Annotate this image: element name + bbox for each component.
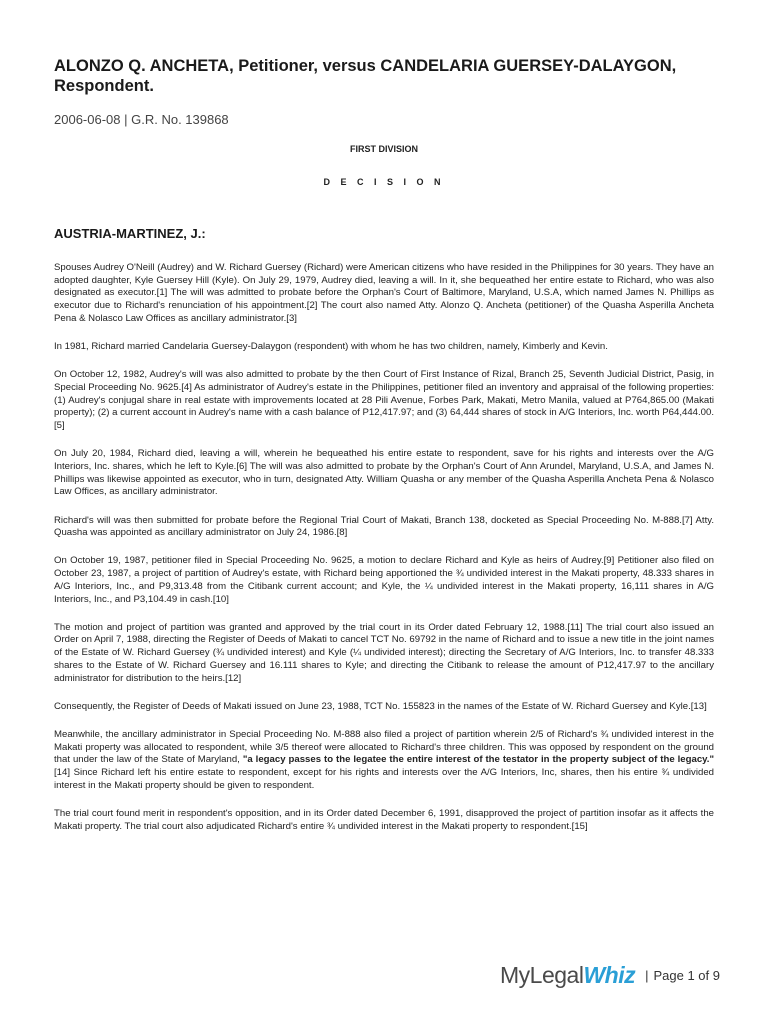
mylegalwhiz-logo[interactable] [500, 962, 635, 989]
logo-accent-text: Whiz [583, 961, 636, 988]
footer-separator: | [645, 967, 649, 983]
gr-number: G.R. No. 139868 [131, 112, 229, 127]
case-meta [54, 112, 229, 127]
page-indicator [645, 968, 720, 983]
page-number: Page 1 of 9 [653, 967, 720, 983]
paragraph: Spouses Audrey O'Neill (Audrey) and W. Richard Guersey (Richard) were American citizens who have resided in the Philippines for 30 years. They have an adopted daughter, Kyle Guersey Hill (Kyle). On July 29, 1979, Audrey died, leaving a will. In it, she bequeathed her entire estate to Richard, who was also designated as executor.[1] The will was admitted to probate before the Orphan's Court of Baltimore, Maryland, U.S.A, which named James N. Phillips as executor due to Richard's renunciation of his appointment.[2] The court also named Atty. Alonzo Q. Ancheta (petitioner) of the Quasha Asperilla Ancheta Pena & Nolasco Law Offices as ancillary administrator.[3] [54, 262, 714, 324]
ponente: AUSTRIA-MARTINEZ, J.: [54, 226, 206, 241]
decision-heading: D E C I S I O N [323, 177, 445, 187]
case-date: 2006-06-08 [54, 112, 121, 127]
paragraph: The motion and project of partition was granted and approved by the trial court in its Order dated February 12, 1988.[11] The trial court also issued an Order on April 7, 1988, directing the Register of Deeds of Makati to cancel TCT No. 69792 in the name of Richard and to issue a new title in the joint names of the Estate of W. Richard Guersey (¾ undivided interest) and Kyle (¼ undivided interest); directing the Secretary of A/G Interiors, Inc. to transfer 48.333 shares to the Estate of W. Richard Guersey and 16.111 shares to Kyle; and directing the Citibank to release the amount of P12,417.97 to the ancillary administrator for distribution to the heirs.[12] [54, 621, 714, 684]
paragraph [54, 729, 714, 793]
paragraph-text: Meanwhile, the ancillary administrator in Special Proceeding No. M-888 also filed a project of partition wherein 2/5 of Richard's ¾ undivided interest in the Makati property was allocated to respondent, while 3/5 thereof were allocated to Richard's three children. This was opposed by respondent on the ground that under the law of the State of Maryland, [54, 728, 714, 766]
paragraph: In 1981, Richard married Candelaria Guersey-Dalaygon (respondent) with whom he has two children, namely, Kimberly and Kevin. [54, 341, 608, 353]
case-title: ALONZO Q. ANCHETA, Petitioner, versus CANDELARIA GUERSEY-DALAYGON, Respondent. [54, 57, 677, 95]
logo-text: MyLegal [500, 961, 584, 988]
decision-body [54, 262, 714, 849]
meta-separator: | [120, 112, 132, 127]
paragraph: Richard's will was then submitted for probate before the Regional Trial Court of Makati, Branch 138, docketed as Special Proceeding No. M-888.[7] Atty. Quasha was appointed as ancillary administrator on July 24, 1986.[8] [54, 514, 714, 539]
quoted-law: "a legacy passes to the legatee the entire interest of the testator in the property subject of the legacy." [242, 754, 714, 766]
paragraph: Consequently, the Register of Deeds of Makati issued on June 23, 1988, TCT No. 155823 in the names of the Estate of W. Richard Guersey and Kyle.[13] [54, 700, 707, 712]
paragraph: On October 12, 1982, Audrey's will was also admitted to probate by the then Court of First Instance of Rizal, Branch 25, Seventh Judicial District, Pasig, in Special Proceeding No. 9625.[4] As administrator of Audrey's estate in the Philippines, petitioner filed an inventory and appraisal of the following properties: (1) Audrey's conjugal share in real estate with improvements located at 28 Pili Avenue, Forbes Park, Makati, Metro Manila, valued at P764,865.00 (Makati property); (2) a current account in Audrey's name with a cash balance of P12,417.97; and (3) 64,444 shares of stock in A/G Interiors, Inc. worth P64,444.00.[5] [54, 369, 714, 432]
paragraph: The trial court found merit in respondent's opposition, and in its Order dated December 6, 1991, disapproved the project of partition insofar as it affects the Makati property. The trial court also adjudicated Richard's entire ¾ undivided interest in the Makati property to respondent.[15] [54, 808, 714, 832]
paragraph: On July 20, 1984, Richard died, leaving a will, wherein he bequeathed his entire estate to respondent, save for his rights and interests over the A/G Interiors, Inc. shares, which he left to Kyle.[6] The will was also admitted to probate by the Orphan's Court of Ann Arundel, Maryland, U.S.A, and James N. Phillips was likewise appointed as executor, who in turn, designated Atty. William Quasha or any member of the Quasha Asperilla Ancheta Pena & Nolasco Law Offices, as ancillary administrator. [54, 448, 714, 498]
paragraph: On October 19, 1987, petitioner filed in Special Proceeding No. 9625, a motion to declare Richard and Kyle as heirs of Audrey.[9] Petitioner also filed on October 23, 1987, a project of partition of Audrey's estate, with Richard being apportioned the ¾ undivided interest in the Makati property, 48.333 shares in A/G Interiors, Inc., and P9,313.48 from the Citibank current account; and Kyle, the ¼ undivided interest in the Makati property, 16,111 shares in A/G Interiors, Inc., and P3,104.49 in cash.[10] [54, 555, 714, 605]
division-heading: FIRST DIVISION [349, 144, 418, 154]
page-footer [500, 960, 720, 990]
paragraph-text: [14] Since Richard left his entire estate to respondent, except for his rights and interests over the A/G Interiors, Inc, shares, then his entire ¾ undivided interest in the Makati property should be given to respondent. [54, 767, 714, 791]
